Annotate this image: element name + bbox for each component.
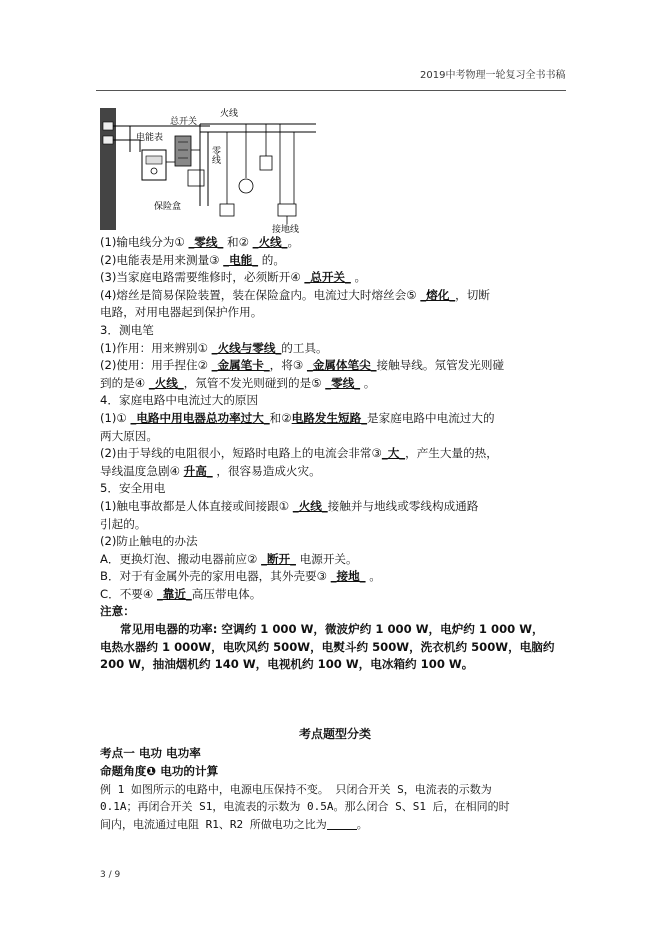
note-line: 电热水器约 1 000W，电吹风约 500W，电熨斗约 500W，洗衣机约 500W，电脑约 (100, 639, 555, 654)
text-line: 3．测电笔 (100, 322, 154, 337)
note-line: 200 W，抽油烟机约 140 W，电视机约 100 W，电冰箱约 100 W。 (100, 657, 474, 672)
text-line: C．不要④ _靠近_高压带电体。 (100, 586, 262, 601)
household-circuit-diagram (100, 106, 320, 234)
text-line: (1)输电线分为① _零线_ 和② _火线_。 (100, 235, 300, 249)
text-line: (2)使用：用手捏住② _金属笔卡_，将③ _金属体笔尖_接触导线。氖管发光则碰 (100, 358, 505, 373)
total-switch-label: 总开关 (170, 117, 198, 127)
text-line: 导线温度急剧④ 升高_ ，很容易造成火灾。 (100, 463, 321, 478)
text-line: (4)熔丝是简易保险装置，装在保险盒内。电流过大时熔丝会⑤ _熔化_，切断 (100, 287, 490, 302)
socket-1 (220, 204, 234, 216)
text-line: (1)触电事故都是人体直接或间接跟① _火线_接触并与地线或零线构成通路 (100, 498, 479, 513)
text-line: A．更换灯泡、搬动电器前应② _断开_ 电源开关。 (100, 551, 358, 566)
text-line: (1)① _电路中用电器总功率过大_和②电路发生短路_是家庭电路中电流过大的 (100, 410, 495, 425)
section-title: 考点题型分类 (298, 726, 371, 741)
fuse-box-label: 保险盒 (154, 202, 182, 212)
page-header: 2019中考物理一轮复习全书书稿 (420, 70, 566, 81)
text-line: (2)电能表是用来测量③ _电能_ 的。 (100, 252, 285, 267)
zero-line-label: 零线 (210, 146, 220, 164)
text-line: (2)由于导线的电阻很小，短路时电路上的电流会非常③_大_，产生大量的热， (100, 446, 498, 461)
page-number: 3 / 9 (100, 870, 121, 880)
text-line: (3)当家庭电路需要维修时，必须断开④ _总开关_ 。 (100, 270, 367, 285)
header-rule (96, 90, 566, 91)
document-body (100, 234, 570, 833)
text-line: B．对于有金属外壳的家用电器，其外壳要③ _接地_ 。 (100, 569, 381, 584)
fuse-box-icon (188, 170, 204, 186)
text-line: (2)防止触电的办法 (100, 534, 198, 549)
example-line: 0.1A；再闭合开关 S1，电流表的示数为 0.5A。那么闭合 S、S1 后，在相同的时 (100, 800, 510, 814)
text-line: 电路，对用电器起到保护作用。 (100, 305, 263, 320)
bulb-icon (239, 179, 253, 193)
insulator-2 (103, 136, 113, 144)
ground-line-label: 接地线 (272, 225, 300, 234)
socket-2 (278, 204, 296, 216)
fire-line-label: 火线 (220, 109, 239, 119)
switch-icon (260, 156, 272, 170)
text-line: 4．家庭电路中电流过大的原因 (100, 393, 259, 408)
answer-blank (327, 817, 357, 830)
question-angle: 命题角度❶ 电功的计算 (100, 764, 219, 779)
example-line: 间内，电流通过电阻 R1、R2 所做电功之比为 。 (100, 817, 368, 831)
example-line: 例 1 如图所示的电路中，电源电压保持不变。 只闭合开关 S，电流表的示数为 (100, 782, 492, 796)
note-line: 常见用电器的功率: 空调约 1 000 W，微波炉约 1 000 W，电炉约 1 000 W， (120, 622, 544, 637)
insulator-1 (103, 122, 113, 130)
text-line: (1)作用：用来辨别① _火线与零线_的工具。 (100, 340, 328, 355)
note-title: 注意： (100, 604, 135, 619)
total-switch-icon (175, 136, 191, 166)
meter-icon (142, 150, 166, 180)
text-line: 到的是④ _火线_，氖管不发光则碰到的是⑤ _零线_ 。 (100, 375, 376, 390)
meter-label: 电能表 (136, 133, 164, 143)
spacer (100, 674, 570, 726)
exam-point: 考点一 电功 电功率 (100, 746, 201, 761)
text-line: 5．安全用电 (100, 481, 166, 496)
text-line: 两大原因。 (100, 428, 158, 443)
text-line: 引起的。 (100, 516, 147, 531)
